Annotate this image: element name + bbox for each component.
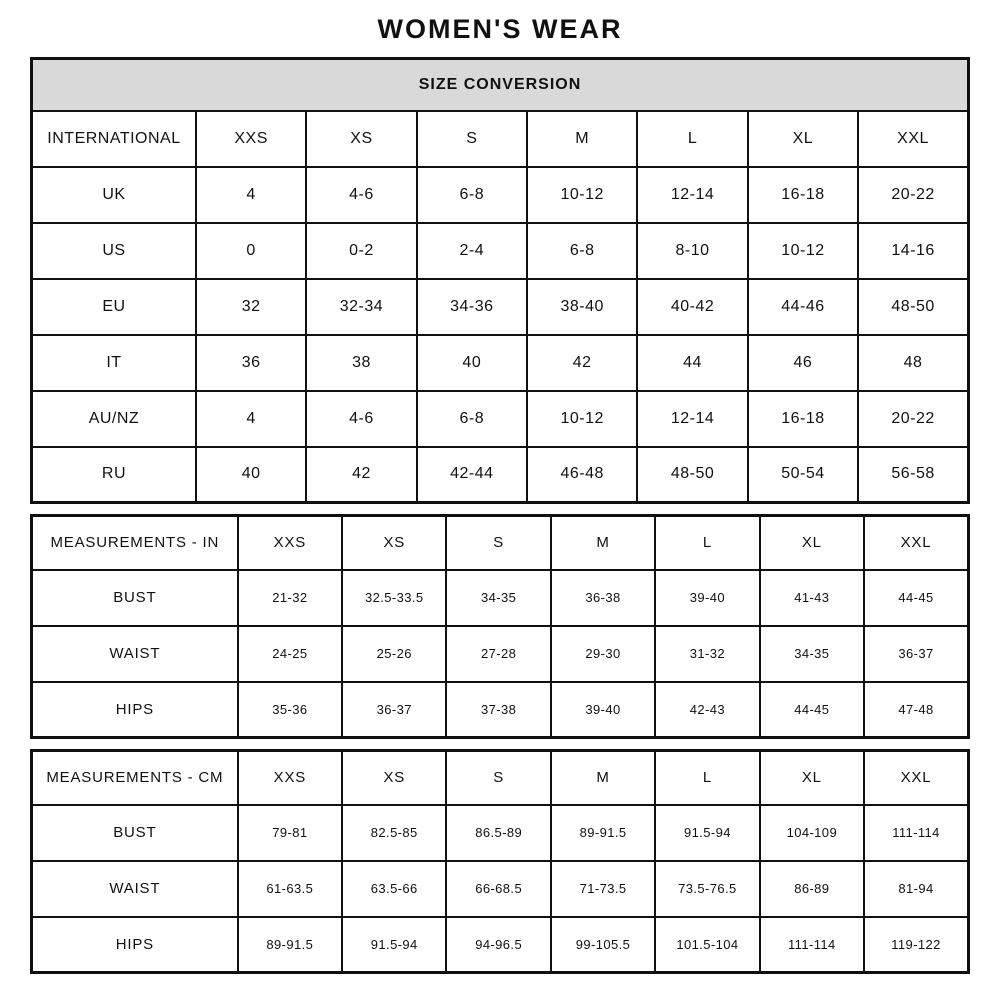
size-cell: 8-10 — [637, 223, 747, 279]
table-row — [32, 111, 969, 167]
measure-cell: 119-122 — [864, 917, 968, 973]
measure-cell: 47-48 — [864, 682, 968, 738]
measurements-in-title: MEASUREMENTS - IN — [32, 516, 238, 570]
measure-cell: 34-35 — [446, 570, 550, 626]
row-label: WAIST — [32, 626, 238, 682]
measure-cell: 39-40 — [655, 570, 759, 626]
size-header: XS — [342, 516, 446, 570]
size-cell: 38-40 — [527, 279, 637, 335]
size-cell: 40-42 — [637, 279, 747, 335]
size-conversion-table — [30, 57, 970, 504]
measure-cell: 25-26 — [342, 626, 446, 682]
size-cell: S — [417, 111, 527, 167]
row-label: HIPS — [32, 682, 238, 738]
size-cell: M — [527, 111, 637, 167]
size-cell: 12-14 — [637, 391, 747, 447]
size-cell: 46 — [748, 335, 858, 391]
measurements-cm-header-row — [32, 751, 969, 805]
size-cell: 42-44 — [417, 447, 527, 503]
row-label: WAIST — [32, 861, 238, 917]
table-row — [32, 279, 969, 335]
row-label: HIPS — [32, 917, 238, 973]
size-cell: 50-54 — [748, 447, 858, 503]
size-conversion-title: SIZE CONVERSION — [32, 59, 969, 111]
size-cell: 40 — [196, 447, 306, 503]
size-conversion-header-row — [32, 59, 969, 111]
size-cell: 32 — [196, 279, 306, 335]
row-label: UK — [32, 167, 196, 223]
table-row — [32, 570, 969, 626]
measure-cell: 111-114 — [760, 917, 864, 973]
table-row — [32, 391, 969, 447]
table-row — [32, 447, 969, 503]
size-cell: 10-12 — [748, 223, 858, 279]
size-cell: 4 — [196, 167, 306, 223]
measure-cell: 66-68.5 — [446, 861, 550, 917]
size-cell: 36 — [196, 335, 306, 391]
size-cell: 14-16 — [858, 223, 968, 279]
table-row — [32, 626, 969, 682]
size-cell: 48 — [858, 335, 968, 391]
size-cell: 34-36 — [417, 279, 527, 335]
size-header: XL — [760, 516, 864, 570]
measure-cell: 63.5-66 — [342, 861, 446, 917]
row-label: AU/NZ — [32, 391, 196, 447]
size-cell: 42 — [306, 447, 416, 503]
size-cell: 16-18 — [748, 391, 858, 447]
table-row — [32, 805, 969, 861]
size-cell: 38 — [306, 335, 416, 391]
table-row — [32, 223, 969, 279]
size-cell: 0 — [196, 223, 306, 279]
measure-cell: 99-105.5 — [551, 917, 655, 973]
measure-cell: 82.5-85 — [342, 805, 446, 861]
measure-cell: 21-32 — [238, 570, 342, 626]
measure-cell: 44-45 — [864, 570, 968, 626]
size-cell: L — [637, 111, 747, 167]
size-cell: 40 — [417, 335, 527, 391]
size-cell: 10-12 — [527, 391, 637, 447]
measurements-in-header-row — [32, 516, 969, 570]
measure-cell: 34-35 — [760, 626, 864, 682]
size-header: XXL — [864, 516, 968, 570]
row-label: BUST — [32, 805, 238, 861]
measure-cell: 73.5-76.5 — [655, 861, 759, 917]
size-header: XXS — [238, 751, 342, 805]
row-label: RU — [32, 447, 196, 503]
size-cell: 6-8 — [527, 223, 637, 279]
size-cell: XXL — [858, 111, 968, 167]
measure-cell: 31-32 — [655, 626, 759, 682]
measure-cell: 27-28 — [446, 626, 550, 682]
page-title: WOMEN'S WEAR — [377, 14, 623, 44]
size-cell: 0-2 — [306, 223, 416, 279]
size-header: M — [551, 516, 655, 570]
measure-cell: 86-89 — [760, 861, 864, 917]
size-cell: 44 — [637, 335, 747, 391]
size-header: XXL — [864, 751, 968, 805]
row-label: IT — [32, 335, 196, 391]
size-header: L — [655, 516, 759, 570]
measure-cell: 42-43 — [655, 682, 759, 738]
table-row — [32, 167, 969, 223]
measure-cell: 71-73.5 — [551, 861, 655, 917]
measure-cell: 104-109 — [760, 805, 864, 861]
measure-cell: 41-43 — [760, 570, 864, 626]
size-header: XS — [342, 751, 446, 805]
row-label: US — [32, 223, 196, 279]
measure-cell: 89-91.5 — [238, 917, 342, 973]
table-row — [32, 682, 969, 738]
measure-cell: 36-37 — [342, 682, 446, 738]
size-cell: 2-4 — [417, 223, 527, 279]
measure-cell: 37-38 — [446, 682, 550, 738]
size-cell: XL — [748, 111, 858, 167]
size-header: XXS — [238, 516, 342, 570]
size-cell: 6-8 — [417, 167, 527, 223]
measure-cell: 101.5-104 — [655, 917, 759, 973]
measurements-cm-title: MEASUREMENTS - CM — [32, 751, 238, 805]
measure-cell: 29-30 — [551, 626, 655, 682]
measure-cell: 35-36 — [238, 682, 342, 738]
row-label: BUST — [32, 570, 238, 626]
measure-cell: 61-63.5 — [238, 861, 342, 917]
measurements-in-table — [30, 514, 970, 739]
measure-cell: 79-81 — [238, 805, 342, 861]
size-header: S — [446, 516, 550, 570]
measure-cell: 44-45 — [760, 682, 864, 738]
size-header: S — [446, 751, 550, 805]
measure-cell: 36-37 — [864, 626, 968, 682]
table-row — [32, 861, 969, 917]
measure-cell: 36-38 — [551, 570, 655, 626]
size-cell: 48-50 — [637, 447, 747, 503]
measure-cell: 39-40 — [551, 682, 655, 738]
table-row — [32, 335, 969, 391]
row-label: INTERNATIONAL — [32, 111, 196, 167]
size-cell: 42 — [527, 335, 637, 391]
measurements-cm-table — [30, 749, 970, 974]
size-cell: 32-34 — [306, 279, 416, 335]
measure-cell: 86.5-89 — [446, 805, 550, 861]
size-cell: 46-48 — [527, 447, 637, 503]
measure-cell: 111-114 — [864, 805, 968, 861]
row-label: EU — [32, 279, 196, 335]
size-cell: XXS — [196, 111, 306, 167]
size-cell: 4-6 — [306, 391, 416, 447]
size-cell: 16-18 — [748, 167, 858, 223]
measure-cell: 81-94 — [864, 861, 968, 917]
size-header: M — [551, 751, 655, 805]
size-cell: 48-50 — [858, 279, 968, 335]
size-header: XL — [760, 751, 864, 805]
measure-cell: 94-96.5 — [446, 917, 550, 973]
size-cell: 12-14 — [637, 167, 747, 223]
measure-cell: 91.5-94 — [655, 805, 759, 861]
measure-cell: 32.5-33.5 — [342, 570, 446, 626]
measure-cell: 89-91.5 — [551, 805, 655, 861]
size-cell: 6-8 — [417, 391, 527, 447]
size-cell: 44-46 — [748, 279, 858, 335]
size-cell: XS — [306, 111, 416, 167]
size-cell: 4-6 — [306, 167, 416, 223]
size-cell: 56-58 — [858, 447, 968, 503]
measure-cell: 91.5-94 — [342, 917, 446, 973]
measure-cell: 24-25 — [238, 626, 342, 682]
size-header: L — [655, 751, 759, 805]
size-cell: 20-22 — [858, 391, 968, 447]
size-cell: 10-12 — [527, 167, 637, 223]
size-cell: 20-22 — [858, 167, 968, 223]
table-row — [32, 917, 969, 973]
size-cell: 4 — [196, 391, 306, 447]
